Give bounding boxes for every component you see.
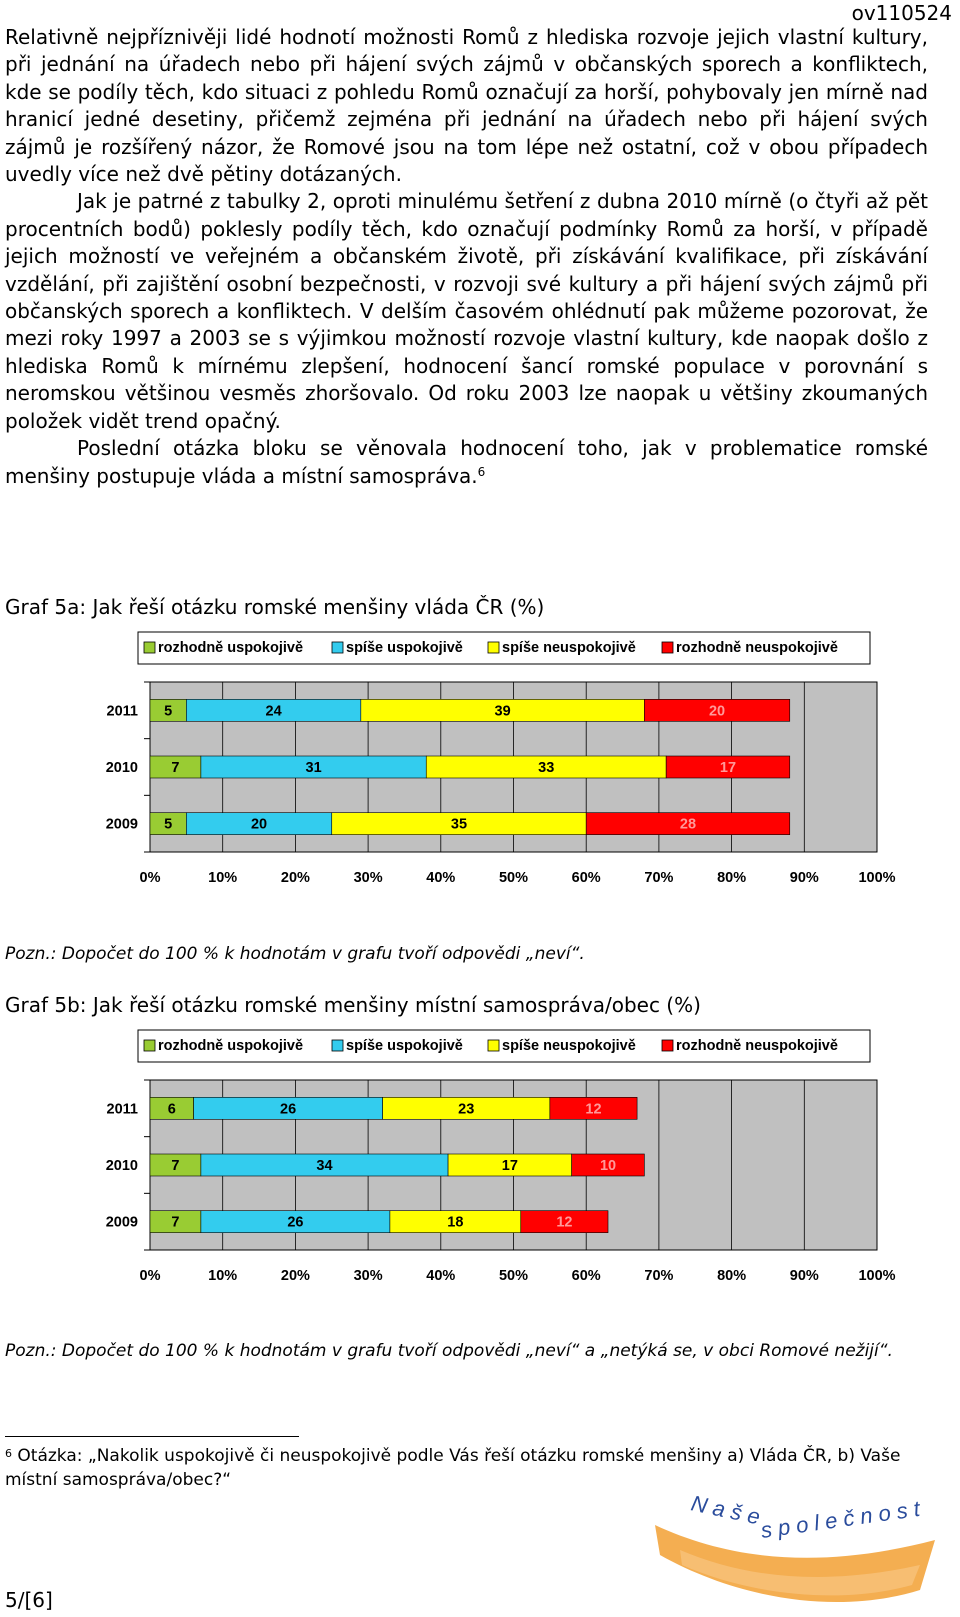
x-tick-label: 20% (280, 870, 310, 886)
graph-5b-note: Pozn.: Dopočet do 100 % k hodnotám v grafu tvoří odpovědi „neví“ a „netýká se, v obci Romové nežijí“. (5, 1341, 893, 1361)
body-text (5, 24, 928, 490)
data-label: 26 (280, 1101, 297, 1118)
footnote-number: 6 (5, 1447, 12, 1460)
x-tick-label: 50% (498, 870, 529, 886)
data-label: 20 (708, 703, 726, 720)
data-label: 12 (556, 1214, 573, 1231)
x-tick-label: 100% (858, 870, 896, 886)
x-tick-label: 10% (208, 870, 238, 886)
data-label: 31 (305, 760, 322, 776)
legend-item (488, 1038, 636, 1054)
y-category-label: 2010 (105, 1158, 138, 1174)
y-category-label: 2009 (105, 1214, 138, 1231)
x-tick-label: 80% (717, 1268, 747, 1284)
data-label: 6 (167, 1101, 176, 1118)
x-tick-label: 90% (789, 870, 819, 886)
data-label: 28 (679, 816, 697, 833)
legend-swatch (662, 642, 673, 653)
data-label: 39 (494, 703, 511, 720)
data-label: 33 (538, 760, 555, 776)
footnote-divider (5, 1436, 299, 1437)
chart-legend (138, 632, 870, 664)
x-tick-label: 60% (571, 870, 601, 886)
paragraph-1: Relativně nejpříznivěji lidé hodnotí možnosti Romů z hlediska rozvoje jejich vlastní kultury, při jednání na úřadech nebo při hájení svých zájmů v občanských sporech a konfliktech, kde se podíly těch, kdo situaci z pohledu Romů označují za horší, pohybovaly jen mírně nad hranicí jedné desetiny, přičemž zejména při jednání na úřadech nebo při hájení svých zájmů je rozšířený názor, že Romové jsou na tom lépe než ostatní, což v obou případech uvedly více než dvě pětiny dotázaných. (5, 25, 928, 187)
y-category-label: 2009 (105, 816, 138, 833)
legend-label: rozhodně uspokojivě (158, 640, 304, 656)
legend-label: spíše neuspokojivě (502, 640, 636, 656)
chart-5a (0, 630, 960, 890)
data-label: 17 (719, 760, 737, 776)
y-category-label: 2011 (106, 703, 138, 720)
legend-swatch (144, 642, 155, 653)
legend-item (144, 1038, 303, 1054)
legend-swatch (332, 642, 343, 653)
paragraph-2: Jak je patrné z tabulky 2, oproti minulému šetření z dubna 2010 mírně (o čtyři až pět procentních bodů) poklesly podíly těch, kdo označují podmínky Romů za horší, v případě jejich možností ve veřejném a občanském životě, při získávání kvalifikace, při získávání vzdělání, při zajištění osobní bezpečnosti, v rozvoji své kultury a při hájení svých zájmů při občanských sporech a konfliktech. V delším časovém ohlédnutí pak můžeme pozorovat, že mezi roky 1997 a 2003 se s výjimkou možností rozvoje vlastní kultury, kde naopak došlo z hlediska Romů k mírnému zlepšení, hodnocení šancí romské populace v porovnání s neromskou většinou vesměs zhoršovalo. Od roku 2003 lze naopak u většiny zkoumaných položek vidět trend opačný. (5, 189, 928, 433)
legend-swatch (144, 1040, 155, 1051)
data-label: 17 (501, 1158, 518, 1174)
data-label: 5 (164, 816, 173, 833)
data-label: 7 (171, 1158, 180, 1174)
data-label: 5 (164, 703, 173, 720)
footnote-ref: 6 (477, 464, 486, 479)
legend-label: spíše uspokojivě (346, 640, 463, 656)
x-tick-label: 70% (644, 870, 674, 886)
x-tick-label: 40% (426, 1268, 456, 1284)
svg-text:s p o l e č n o s t: s p o l e č n o s t (759, 1495, 922, 1543)
document-id: ov110524 (851, 1, 952, 25)
x-tick-label: 30% (353, 1268, 383, 1284)
y-category-label: 2010 (105, 760, 138, 776)
data-label: 7 (171, 760, 180, 776)
data-label: 23 (458, 1101, 475, 1118)
x-tick-label: 40% (426, 870, 456, 886)
data-label: 7 (171, 1214, 180, 1231)
x-tick-label: 100% (858, 1268, 896, 1284)
data-label: 10 (599, 1158, 617, 1174)
x-tick-label: 0% (139, 1268, 161, 1284)
legend-label: rozhodně neuspokojivě (676, 640, 838, 656)
legend-item (144, 640, 303, 656)
legend-item (332, 1038, 463, 1054)
data-label: 18 (447, 1214, 464, 1231)
x-tick-label: 30% (353, 870, 383, 886)
data-label: 35 (450, 816, 468, 833)
y-category-label: 2011 (106, 1101, 138, 1118)
legend-swatch (488, 1040, 499, 1051)
legend-swatch (662, 1040, 673, 1051)
x-tick-label: 70% (644, 1268, 674, 1284)
chart-5b (0, 1028, 960, 1288)
x-tick-label: 90% (789, 1268, 819, 1284)
legend-item (662, 640, 838, 656)
data-label: 12 (585, 1101, 602, 1118)
legend-item (488, 640, 636, 656)
data-label: 24 (265, 703, 282, 720)
x-tick-label: 0% (139, 870, 161, 886)
legend-label: rozhodně neuspokojivě (676, 1038, 838, 1054)
paragraph-3-text: Poslední otázka bloku se věnovala hodnocení toho, jak v problematice romské menšiny postupuje vláda a místní samospráva. (5, 436, 928, 488)
nase-spolecnost-logo (650, 1480, 940, 1615)
legend-item (332, 640, 463, 656)
x-tick-label: 20% (280, 1268, 310, 1284)
legend-swatch (332, 1040, 343, 1051)
x-tick-label: 10% (208, 1268, 238, 1284)
legend-label: rozhodně uspokojivě (158, 1038, 304, 1054)
x-tick-label: 50% (498, 1268, 529, 1284)
graph-5a-title: Graf 5a: Jak řeší otázku romské menšiny vláda ČR (%) (5, 595, 545, 619)
legend-label: spíše uspokojivě (346, 1038, 463, 1054)
legend-swatch (488, 642, 499, 653)
legend-label: spíše neuspokojivě (502, 1038, 636, 1054)
graph-5b-title: Graf 5b: Jak řeší otázku romské menšiny místní samospráva/obec (%) (5, 993, 701, 1017)
data-label: 34 (316, 1158, 333, 1174)
page-number: 5/[6] (5, 1588, 53, 1612)
footnote-text: Otázka: „Nakolik uspokojivě či neuspokojivě podle Vás řeší otázku romské menšiny a) Vláda ČR, b) Vaše místní samospráva/obec?“ (5, 1446, 901, 1490)
data-label: 20 (250, 816, 268, 833)
data-label: 26 (287, 1214, 304, 1231)
graph-5a-note: Pozn.: Dopočet do 100 % k hodnotám v grafu tvoří odpovědi „neví“. (5, 944, 585, 964)
x-tick-label: 60% (571, 1268, 601, 1284)
legend-item (662, 1038, 838, 1054)
svg-text:N a š e: N a š e (688, 1490, 763, 1530)
paragraph-3 (5, 435, 928, 490)
x-tick-label: 80% (717, 870, 747, 886)
chart-legend (138, 1030, 870, 1062)
